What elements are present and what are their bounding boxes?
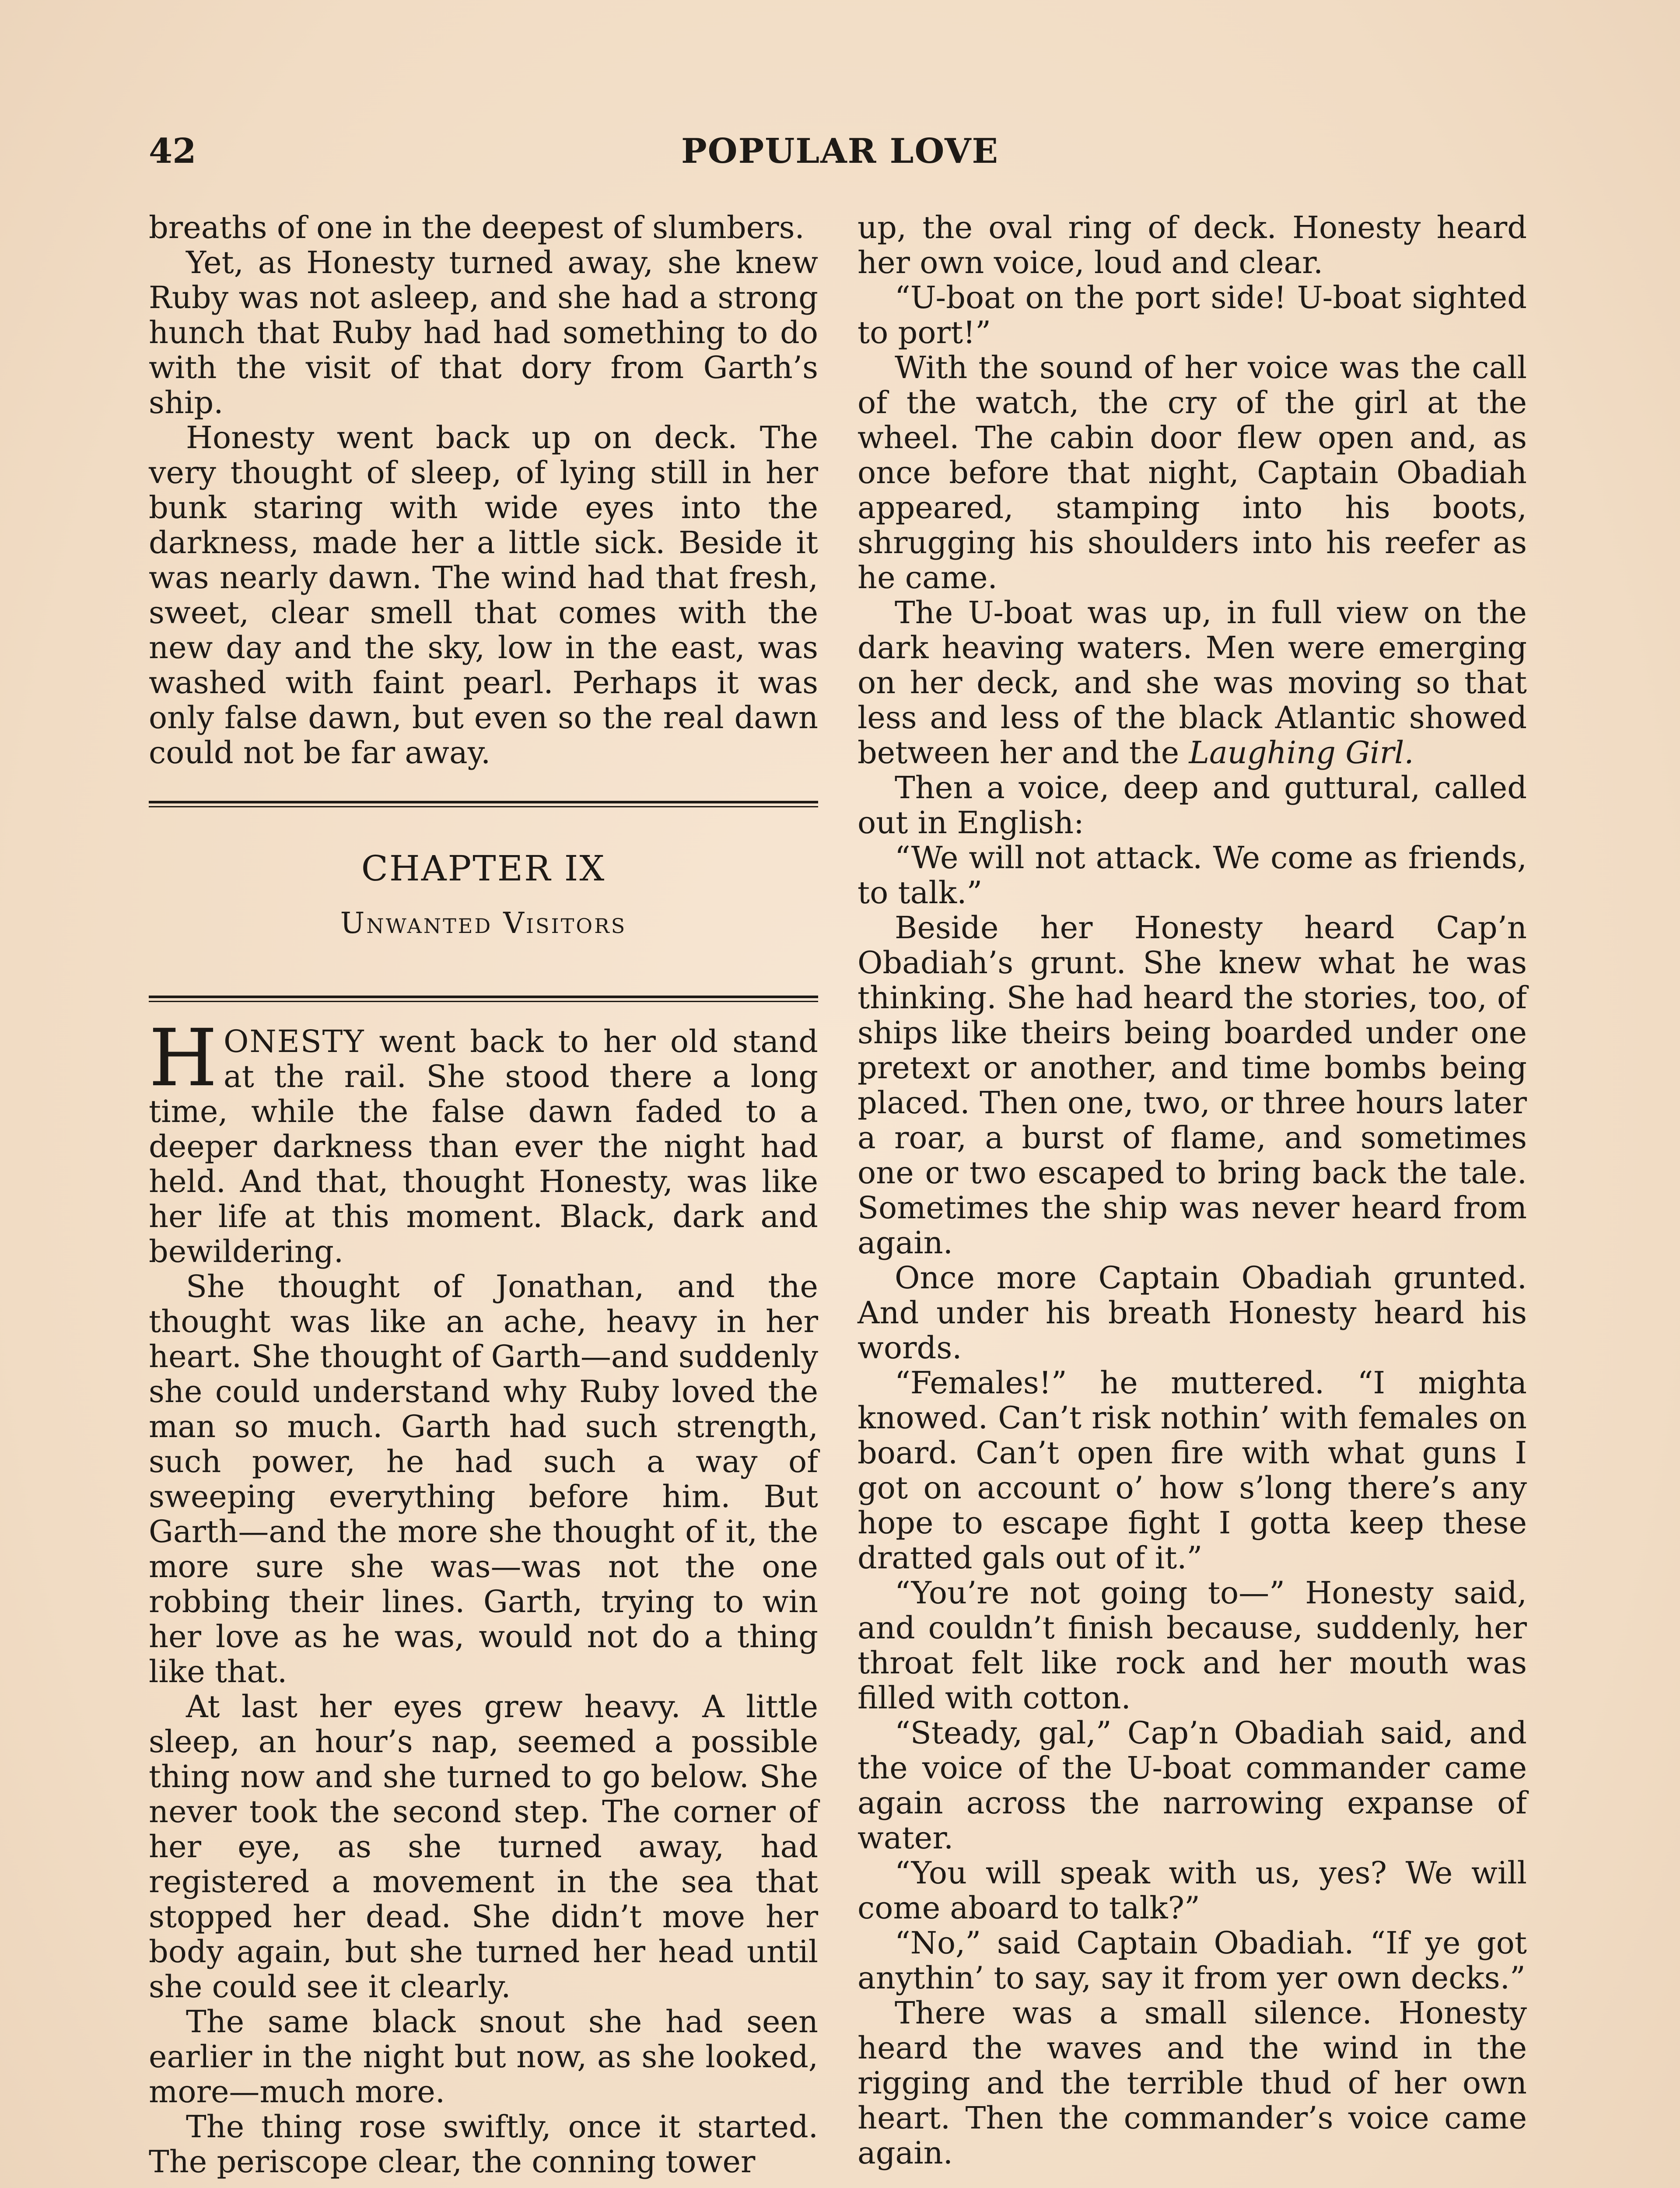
paragraph <box>858 595 1527 770</box>
paragraph: up, the oval ring of deck. Honesty heard her own voice, loud and clear. <box>858 210 1527 281</box>
chapter-title: CHAPTER IX <box>361 848 606 889</box>
paragraph: Yet, as Honesty turned away, she knew Ruby was not asleep, and she had a strong hunch that Ruby had had something to do with the visit of that dory from Garth’s ship. <box>149 245 818 421</box>
paragraph: “No,” said Captain Obadiah. “If ye got anythin’ to say, say it from yer own decks.” <box>858 1925 1527 1996</box>
paragraph: With the sound of her voice was the call of the watch, the cry of the girl at the wheel. The cabin door flew open and, as once before that night, Captain Obadiah appeared, stamping into his boots, shrugging his shoulders into his reefer as he came. <box>858 350 1527 596</box>
ship-name: Laughing Girl. <box>1189 735 1414 771</box>
right-column <box>858 210 1527 2170</box>
paragraph: Then a voice, deep and guttural, called out in English: <box>858 770 1527 841</box>
paragraph: “U-boat on the port side! U-boat sighted to port!” <box>858 280 1527 351</box>
paragraph: “Steady, gal,” Cap’n Obadiah said, and the voice of the U-boat commander came again across the narrowing expanse of water. <box>858 1715 1527 1856</box>
chapter-rule-bottom <box>149 996 818 1002</box>
ship-paragraph-text: The U-boat was up, in full view on the dark heaving waters. Men were emerging on her deck, and she was moving so that less and less of the black Atlantic showed between her and the <box>858 595 1527 771</box>
opening-smallcaps: ONESTY <box>223 1024 365 1059</box>
paragraph: “You will speak with us, yes? We will come aboard to talk?” <box>858 1855 1527 1926</box>
page-number: 42 <box>149 131 196 171</box>
paragraph: “You’re not going to—” Honesty said, and couldn’t finish because, suddenly, her throat felt like rock and her mouth was filled with cotton. <box>858 1575 1527 1716</box>
paragraph: The thing rose swiftly, once it started. The periscope clear, the conning tower <box>149 2109 818 2180</box>
running-head <box>149 131 1531 184</box>
paragraph: Once more Captain Obadiah grunted. And under his breath Honesty heard his words. <box>858 1260 1527 1366</box>
paragraph: At last her eyes grew heavy. A little sleep, an hour’s nap, seemed a possible thing now and she turned to go below. She never took the second step. The corner of her eye, as she turned away, had registered a movement in the sea that stopped her dead. She didn’t move her body again, but she turned her head until she could see it clearly. <box>149 1689 818 2005</box>
paragraph: “We will not attack. We come as friends, to talk.” <box>858 840 1527 911</box>
paragraph: “Females!” he muttered. “I mighta knowed. Can’t risk nothin’ with females on board. Can’t open fire with what guns I got on account o’ how s’long there’s any hope to escape fight I gotta keep these dratted gals out of it.” <box>858 1365 1527 1576</box>
chapter-opening-paragraph <box>149 1013 818 1269</box>
paragraph: There was a small silence. Honesty heard the waves and the wind in the rigging and the terrible thud of her own heart. Then the commander’s voice came again. <box>858 1995 1527 2171</box>
left-column <box>149 210 818 2179</box>
opening-text: went back to her old stand at the rail. She stood there a long time, while the false dawn faded to a deeper darkness than ever the night had held. And that, thought Honesty, was like her life at this moment. Black, dark and bewildering. <box>149 1024 818 1269</box>
journal-title: POPULAR LOVE <box>681 131 999 171</box>
paragraph: The same black snout she had seen earlier in the night but now, as she looked, more—much more. <box>149 2004 818 2110</box>
paragraph: breaths of one in the deepest of slumbers. <box>149 210 805 245</box>
paragraph: She thought of Jonathan, and the thought was like an ache, heavy in her heart. She thought of Garth—and suddenly she could understand why Ruby loved the man so much. Garth had such strength, such power, he had such a way of sweeping everything before him. But Garth—and the more she thought of it, the more sure she was—was not the one robbing their lines. Garth, trying to win her love as he was, would not do a thing like that. <box>149 1269 818 1690</box>
paragraph: Beside her Honesty heard Cap’n Obadiah’s grunt. She knew what he was thinking. She had heard the stories, too, of ships like theirs being boarded under one pretext or another, and time bombs being placed. Then one, two, or three hours later a roar, a burst of flame, and sometimes one or two escaped to bring back the tale. Sometimes the ship was never heard from again. <box>858 910 1527 1261</box>
chapter-rule-top <box>149 801 818 807</box>
chapter-subtitle: Unwanted Visitors <box>340 906 627 940</box>
paragraph: Honesty went back up on deck. The very thought of sleep, of lying still in her bunk staring with wide eyes into the darkness, made her a little sick. Beside it was nearly dawn. The wind had that fresh, sweet, clear smell that comes with the new day and the sky, low in the east, was washed with faint pearl. Perhaps it was only false dawn, but even so the real dawn could not be far away. <box>149 420 818 771</box>
drop-cap: H <box>149 1013 217 1104</box>
